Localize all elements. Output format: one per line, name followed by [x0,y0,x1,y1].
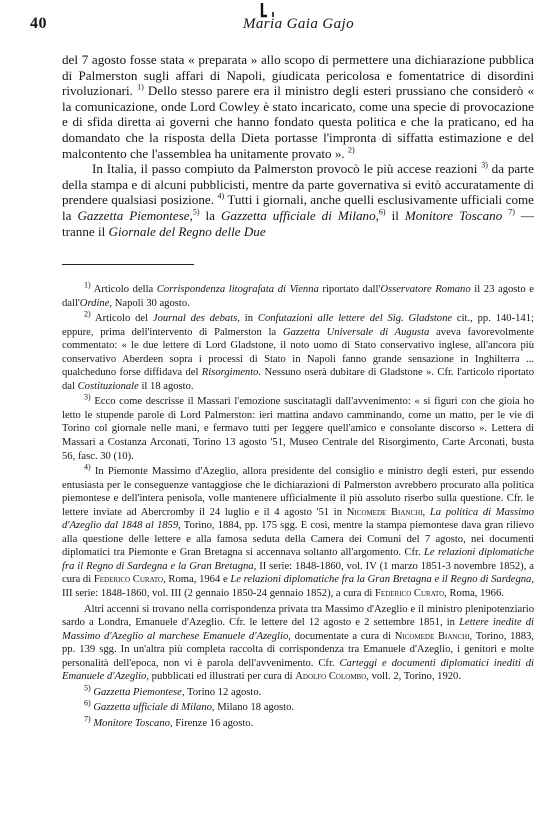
page-header [30,12,532,34]
footnote-2 [62,309,534,393]
text-span: Nessuno oserà dubitare di Gladstone ». Cfr. l'articolo riportato dal [62,367,534,392]
footnote-ref: 1) [137,82,144,92]
text-span: Tutti i giornali, anche quelli esclusivamente ufficiali come la [62,192,534,223]
paragraph [62,161,534,239]
title-ref: Ordine, [79,297,113,309]
text-span: documentate a cura di [294,630,392,642]
text-span: aveva favorevolmente commentato: « le due lettere di Lord Gladstone, il noto uomo di Stato conservativo inglese, all'ancora più conservativo Aberdeen sopra i processi di Stato in Napoli fanno grande sensazione in Inghilterra ... qualcheduno forse diffidava del [62,326,534,379]
footnote-ref: 3) [481,160,488,170]
text-span: in [244,313,254,325]
title-ref: Osservatore Romano [380,284,471,295]
footnote-3 [62,392,534,463]
text-span: — tranne il [62,207,534,239]
footnote-ref: 2) [347,145,355,155]
title-ref: Carteggi e documenti diplomatici inediti di Emanuele d'Azeglio, [62,657,534,683]
author-name: Nicomede Bianchi, [346,506,426,518]
text-span: il 23 agosto e dall' [62,284,534,309]
newspaper-title: Gazzetta Piemontese, [77,207,193,223]
text-span: riportato dall' [322,284,381,295]
text-span: Ecco come descrisse il Massari l'emozione suscitatagli dall'avvenimento: « si figuri con che gioia ho letto le stupende parole di Lord Palmerston: ieri mattina andavo camminando, come un matto, per le vie di Torino col giornale nelle mani, e fermavo tutti per leggere quell'amico e consolante discorso ». Lettera di Massari a Costanza Arconati, Torino 13 agosto '51, Museo Centrale del Risorgimento, Carte Arconati, busta 56, fasc. 30 (10). [62,396,534,462]
title-ref: Monitore Toscano, [93,717,173,729]
page-number: 40 [30,15,47,32]
text-span: Napoli 30 agosto. [114,297,190,309]
title-ref: Gazzetta Universale di Augusta [282,326,430,338]
footnote-number: 3) [84,392,91,402]
footnote-number: 1) [84,280,91,290]
footnote-7 [62,714,534,731]
text-span: da parte della stampa e di alcuni pubblicisti, mentre da parte governativa si evitò accuratamente di prendere qualsiasi posizione. [62,161,534,208]
author-name: Federico Curato, [375,588,447,600]
text-span: Roma, 1964 e [168,574,228,586]
footnote-1 [62,280,534,310]
footnote-number: 6) [84,698,91,708]
footnotes [62,280,535,733]
text-span: pubblicati ed illustrati per cura di [151,671,293,683]
text-span: voll. 2, Torino, 1920. [371,671,461,683]
newspaper-title: Gazzetta ufficiale di Milano, [220,207,379,223]
text-span: il 18 agosto. [141,380,194,392]
running-head: Maria Gaia Gajo [243,16,354,32]
text-span: Torino, 1883, pp. 139 sgg. In un'altra più completa raccolta di corrispondenza tra Emanuele d'Azeglio, i genitori e molte personalità dell'epoca, non vi è parola dell'avvenimento. Cfr. [62,630,534,669]
text-span: Dello stesso parere era il ministro degli esteri prussiano che considerò « la comunicazione, onde Lord Cowley è stato incaricato, come una specie di provocazione e di sfida diretta ai governi che hanno fondato questa politica e che la praticano, ed ha domandato che la risposta della Dieta portasse l'impronta di siffatta estimazione e del malcontento che l'assemblea ha unitamente provato ». [62,83,535,161]
footnote-ref: 7) [508,207,515,217]
title-ref: Costituzionale [77,380,139,392]
footnote-ref: 6) [378,207,386,217]
newspaper-title: Monitore Toscano [404,207,503,223]
text-span: Milano 18 agosto. [217,702,295,714]
newspaper-title: Giornale del Regno delle Due [108,223,266,239]
title-ref: Gazzetta Piemontese, [93,686,185,698]
text-span: III serie: 1848-1860, vol. III (2 gennaio 1850-24 gennaio 1852), a cura di [62,588,373,600]
footnote-number: 5) [84,683,91,693]
text-span: In Italia, il passo compiuto da Palmerston provocò le più accese reazioni [92,161,478,177]
text-span: cit., pp. 140-141; eppure, prima dell'intervento di Palmerston la [62,313,534,338]
footnote-5 [62,683,534,700]
author-name: Federico Curato, [93,574,166,586]
footnote-ref: 5) [192,207,200,217]
title-ref: Corrispondenza litografata di Vienna [156,284,319,295]
title-ref: Risorgimento. [201,367,262,379]
text-span: la [205,207,215,223]
footnote-number: 4) [84,462,91,472]
main-text [62,52,534,239]
text-span: Altri accenni si trovano nella corrispondenza privata tra Massimo d'Azeglio e il ministro plenipotenziario sardo a Londra, Emanuele d'Azeglio. Cfr. le lettere del 12 agosto e 2 settembre 1851, in [62,603,534,629]
footnote-number: 7) [84,714,91,724]
footnote-4 [62,462,535,600]
paragraph [62,52,534,161]
text-span: il [391,207,399,223]
text-span: Torino 12 agosto. [187,686,262,698]
footnote-number: 2) [84,309,91,319]
text-span: Torino, 1884, pp. 175 sgg. E così, mentre la stampa piemontese dava gran rilievo alla questione delle lettere e alla famosa seduta della Camera dei Comuni del 7 agosto, nei documenti diplomatici tra Piemonte e Gran Bretagna si accennava soltanto all'argomento. Cfr. [62,520,534,559]
title-ref: Confutazioni alle lettere del Sig. Gladstone [257,313,453,325]
title-ref: Lettere inedite di Massimo d'Azeglio al marchese Emanuele d'Azeglio, [62,617,534,642]
title-ref: Le relazioni diplomatiche fra il Regno di Sardegna e la Gran Bretagna, [62,547,534,572]
text-span: II serie: 1848-1860, vol. IV (1 marzo 1851-3 novembre 1852), a cura di [62,560,534,586]
text-span: Articolo del [94,313,149,325]
footnote-divider [62,264,194,265]
text-span: Articolo della [93,284,154,295]
title-ref: Journal des debats, [152,313,240,325]
author-name: Nicomede Bianchi, [394,630,473,642]
footnote-4-continued [62,603,534,684]
text-span: Roma, 1966. [449,588,504,600]
footnote-6 [62,698,534,715]
footnote-ref: 4) [217,191,225,201]
title-ref: La politica di Massimo d'Azeglio dal 1848 al 1859, [62,506,535,532]
author-name: Adolfo Colombo, [295,671,369,683]
text-span: Firenze 16 agosto. [175,717,254,729]
text-span: In Piemonte Massimo d'Azeglio, allora presidente del consiglio e ministro degli esteri, pur essendo entusiasta per le conseguenze vantaggiose che le dichiarazioni di Palmerston avrebbero procurato alla politica piemontese e dell'intera penisola, volle mantenere ufficialmente il più assoluto riserbo sulla questione. Cfr. le lettere inviate ad Abercromby il 24 luglio e il 4 agosto '51 in [62,466,534,518]
title-ref: Gazzetta ufficiale di Milano, [93,702,215,714]
text-span: del 7 agosto fosse stata « preparata » allo scopo di permettere una dichiarazione pubblica di Palmerston sugli affari di Napoli, giudicata pericolosa e fomentatrice di disordini rivoluzionari. [62,52,534,99]
title-ref: Le relazioni diplomatiche fra la Gran Bretagna e il Regno di Sardegna, [230,574,534,586]
